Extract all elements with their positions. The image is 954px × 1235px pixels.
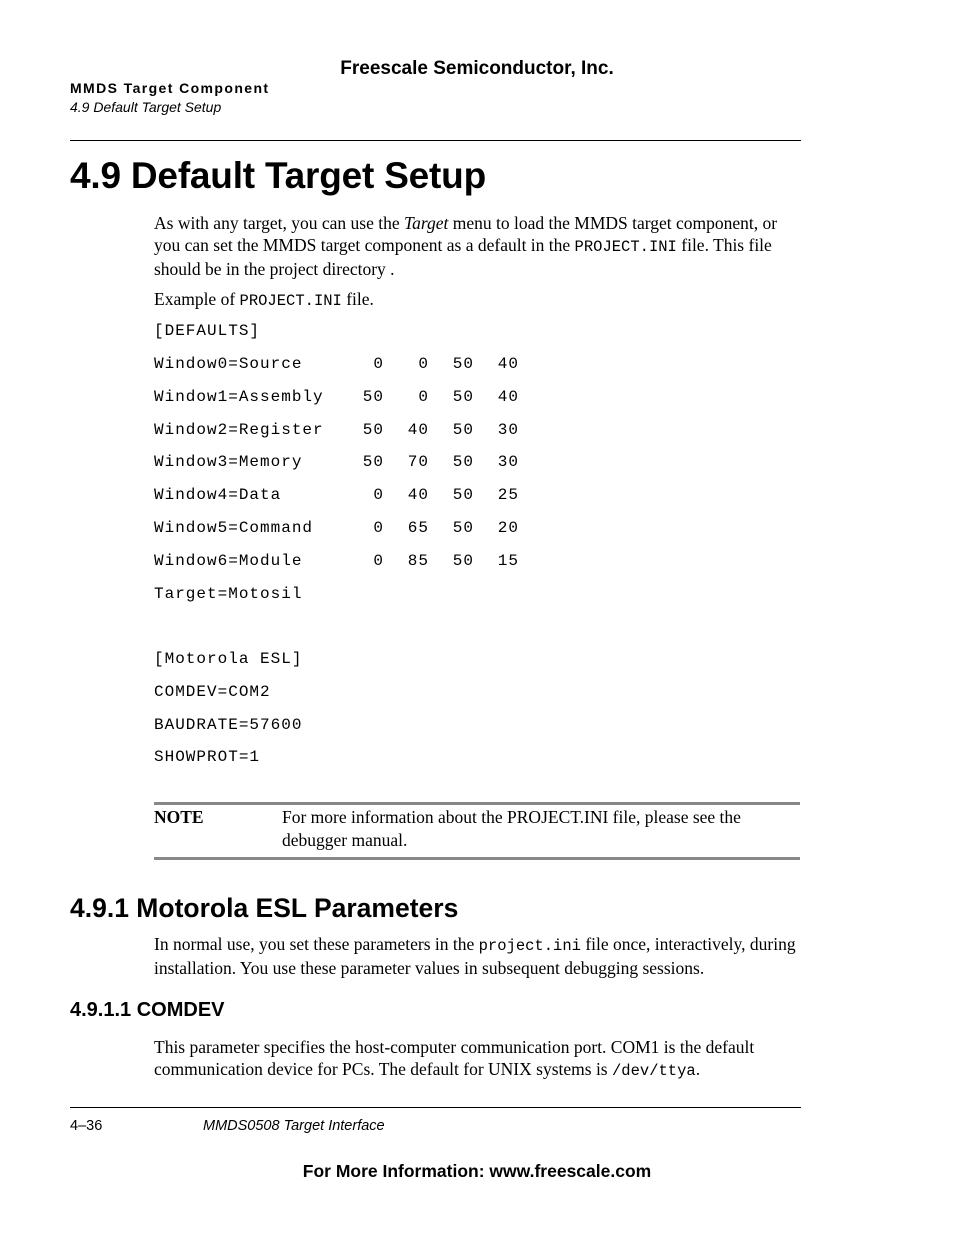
ini-window-value: 40: [407, 420, 429, 439]
ini-window-value: 50: [452, 420, 474, 439]
ini-window-value: 50: [362, 453, 384, 472]
ini-window-value: 20: [497, 519, 519, 537]
ini-window-name: Window0=Source: [154, 355, 303, 373]
intro-paragraph: As with any target, you can use the Target menu to load the MMDS target component, or you can set the MMDS target component as a default in the PROJECT.INI file. This file should be in the project directory .: [154, 213, 778, 279]
ini-window-value: 0: [373, 551, 384, 570]
ini-window-name: Window3=Memory: [154, 453, 303, 472]
running-header-subtitle: 4.9 Default Target Setup: [70, 99, 222, 115]
ini-window-line: [154, 421, 519, 439]
ini-window-value: 65: [407, 519, 429, 537]
ini-window-value: 40: [497, 387, 519, 406]
ini-window-line: [154, 552, 519, 570]
ini-window-value: 0: [418, 355, 429, 373]
header-rule: [70, 140, 801, 141]
company-name: Freescale Semiconductor, Inc.: [340, 58, 614, 79]
ini-esl-header: [Motorola ESL]: [154, 650, 303, 668]
subsection-paragraph: In normal use, you set these parameters in the project.ini file once, interactively, during installation. You use these parameter values in subsequent debugging sessions.: [154, 934, 796, 978]
ini-window-value: 30: [497, 420, 519, 439]
ini-window-value: 40: [407, 486, 429, 505]
ini-window-value: 30: [497, 453, 519, 472]
subsection-heading: 4.9.1 Motorola ESL Parameters: [70, 893, 459, 923]
ini-window-value: 15: [497, 551, 519, 570]
note-label: NOTE: [154, 807, 204, 827]
ini-window-name: Window2=Register: [154, 420, 324, 439]
ini-baudrate-line: BAUDRATE=57600: [154, 716, 303, 734]
ini-window-line: [154, 355, 519, 373]
footer-rule: [70, 1107, 801, 1108]
ini-window-value: 50: [362, 387, 384, 406]
subsubsection-heading: 4.9.1.1 COMDEV: [70, 999, 225, 1021]
ini-window-value: 0: [418, 387, 429, 406]
ini-window-name: Window6=Module: [154, 551, 303, 570]
ini-window-name: Window1=Assembly: [154, 387, 324, 406]
ini-window-value: 70: [407, 453, 429, 472]
ini-window-value: 0: [373, 519, 384, 537]
ini-window-value: 50: [452, 355, 474, 373]
ini-window-line: [154, 519, 519, 537]
ini-window-value: 85: [407, 551, 429, 570]
example-caption: Example of PROJECT.INI file.: [154, 289, 374, 310]
ini-window-value: 50: [452, 551, 474, 570]
more-info-link[interactable]: For More Information: www.freescale.com: [302, 1161, 652, 1181]
running-header-title: MMDS Target Component: [70, 80, 270, 96]
ini-window-value: 0: [373, 355, 384, 373]
section-heading: 4.9 Default Target Setup: [70, 155, 486, 196]
ini-comdev-line: COMDEV=COM2: [154, 683, 271, 701]
ini-window-name: Window5=Command: [154, 519, 314, 537]
footer-doc-title: MMDS0508 Target Interface: [203, 1118, 385, 1134]
ini-window-value: 50: [452, 387, 474, 406]
ini-window-value: 25: [497, 486, 519, 505]
ini-window-line: [154, 486, 519, 504]
ini-window-name: Window4=Data: [154, 486, 282, 505]
ini-showprot-line: SHOWPROT=1: [154, 748, 261, 766]
ini-target-line: Target=Motosil: [154, 585, 303, 603]
note-text: For more information about the PROJECT.INI file, please see the debugger manual.: [282, 807, 741, 850]
page-number: 4–36: [70, 1118, 103, 1134]
ini-window-value: 0: [373, 486, 384, 505]
ini-window-value: 40: [497, 355, 519, 373]
ini-window-value: 50: [452, 486, 474, 505]
note-top-rule: [154, 802, 800, 805]
subsubsection-paragraph: This parameter specifies the host-computer communication port. COM1 is the default communication device for PCs. The default for UNIX systems is /dev/ttya.: [154, 1037, 755, 1080]
ini-window-line: [154, 453, 519, 471]
note-bottom-rule: [154, 857, 800, 860]
ini-window-line: [154, 388, 519, 406]
ini-window-value: 50: [362, 420, 384, 439]
ini-window-value: 50: [452, 519, 474, 537]
ini-defaults-header: [DEFAULTS]: [154, 322, 261, 340]
ini-window-value: 50: [452, 453, 474, 472]
